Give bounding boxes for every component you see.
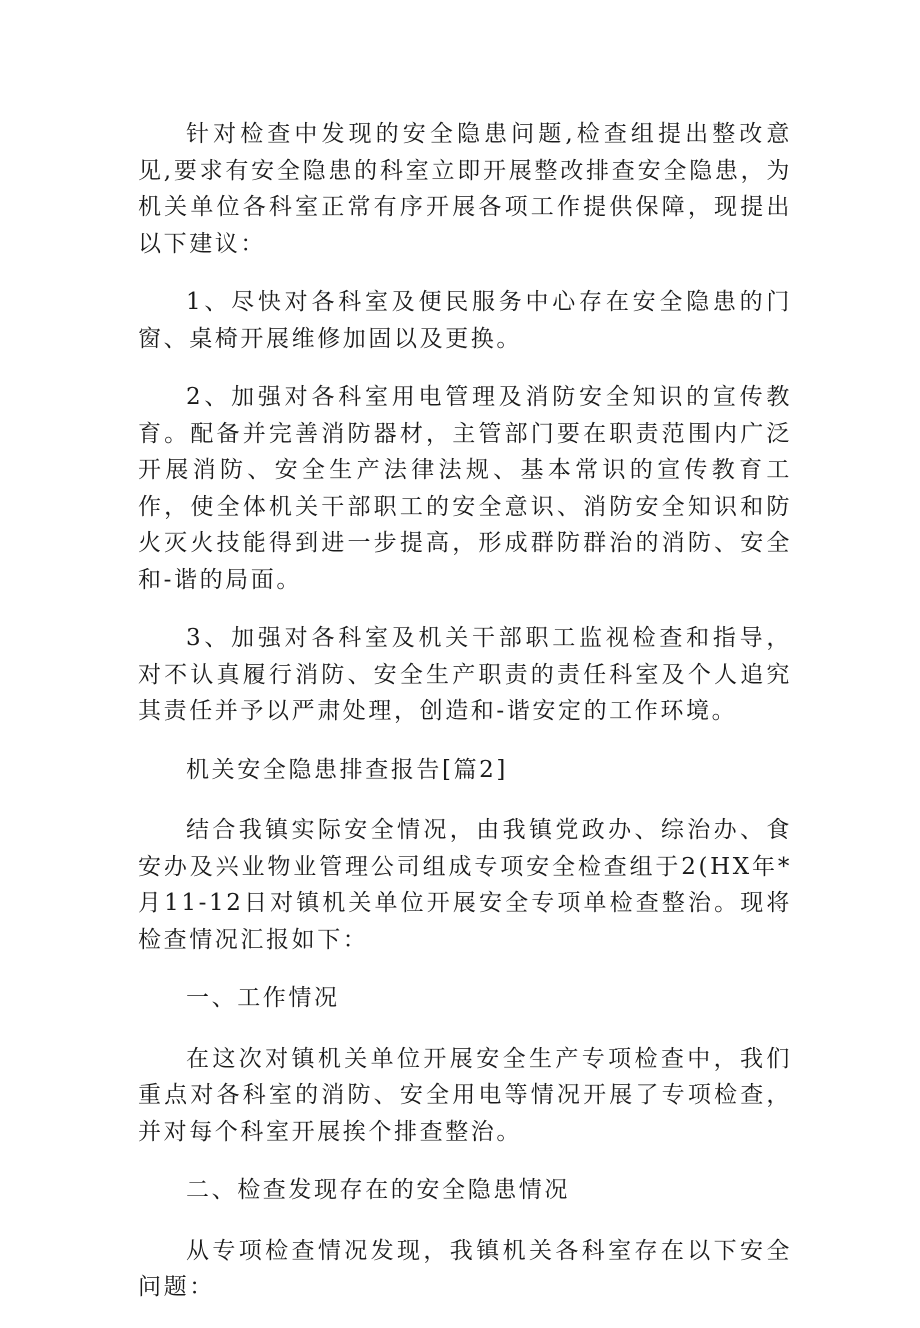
paragraph-suggestion-2: 2、加强对各科室用电管理及消防安全知识的宣传教育。配备并完善消防器材，主管部门要在职责范围内广泛开展消防、安全生产法律法规、基本常识的宣传教育工作，使全体机关干部职工的安全意识、消防安全知识和防火灭火技能得到进一步提高，形成群防群治的消防、安全和-谐的局面。 — [138, 384, 792, 593]
paragraph-inspection-background: 结合我镇实际安全情况，由我镇党政办、综治办、食安办及兴业物业管理公司组成专项安全检查组于2(HX年*月11-12日对镇机关单位开展安全专项单检查整治。现将检查情况汇报如下： — [138, 817, 792, 953]
paragraph-suggestion-1: 1、尽快对各科室及便民服务中心存在安全隐患的门窗、桌椅开展维修加固以及更换。 — [138, 289, 792, 352]
paragraph-hazards-found: 从专项检查情况发现，我镇机关各科室存在以下安全问题： — [138, 1237, 792, 1300]
section-heading-hazards-found: 二、检查发现存在的安全隐患情况 — [186, 1177, 570, 1203]
report-title-part-2: 机关安全隐患排查报告[篇2] — [186, 756, 508, 783]
paragraph-rectification-intro: 针对检查中发现的安全隐患问题,检查组提出整改意见,要求有安全隐患的科室立即开展整改排查安全隐患，为机关单位各科室正常有序开展各项工作提供保障，现提出以下建议： — [138, 121, 792, 257]
document-body — [138, 116, 792, 1328]
paragraph-suggestion-3: 3、加强对各科室及机关干部职工监视检查和指导，对不认真履行消防、安全生产职责的责任科室及个人追究其责任并予以严肃处理，创造和-谐安定的工作环境。 — [138, 625, 792, 724]
paragraph-work-status: 在这次对镇机关单位开展安全生产专项检查中，我们重点对各科室的消防、安全用电等情况开展了专项检查，并对每个科室开展挨个排查整治。 — [138, 1045, 792, 1145]
section-heading-work-status: 一、工作情况 — [186, 985, 340, 1011]
